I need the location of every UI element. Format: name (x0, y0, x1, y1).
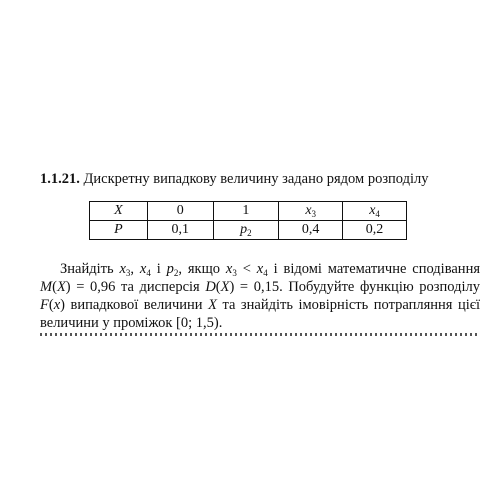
table-cell: $x_4$ (343, 202, 407, 221)
cut-off-next-line (40, 333, 480, 336)
table-row-p (90, 221, 407, 240)
table-cell: 0,2 (343, 221, 407, 240)
problem-number: 1.1.21. (40, 171, 80, 187)
distribution-table (89, 201, 407, 240)
table-cell: $p_2$ (213, 221, 279, 240)
table-cell: 1 (213, 202, 279, 221)
row-label-p: P (90, 221, 148, 240)
table-cell: $x_3$ (279, 202, 343, 221)
problem-statement: Дискретну випадкову величину задано рядом розподілу (83, 171, 429, 187)
problem-heading (40, 170, 429, 188)
task-paragraph: Знайдіть $x_3$, $x_4$ і $p_2$, якщо $x_3 < x_4$ і відомі математичне сподівання M(X) = 0,96 та дисперсія D(X) = 0,15. Побудуйте функцію розподілу F(x) випадкової величини X та знайдіть імовірність потрапляння цієї величини у проміжок [0; 1,5). (40, 261, 480, 331)
table-row-x (90, 202, 407, 221)
table-cell: 0 (147, 202, 213, 221)
row-label-x: X (90, 202, 148, 221)
table-cell: 0,4 (279, 221, 343, 240)
table-cell: 0,1 (147, 221, 213, 240)
